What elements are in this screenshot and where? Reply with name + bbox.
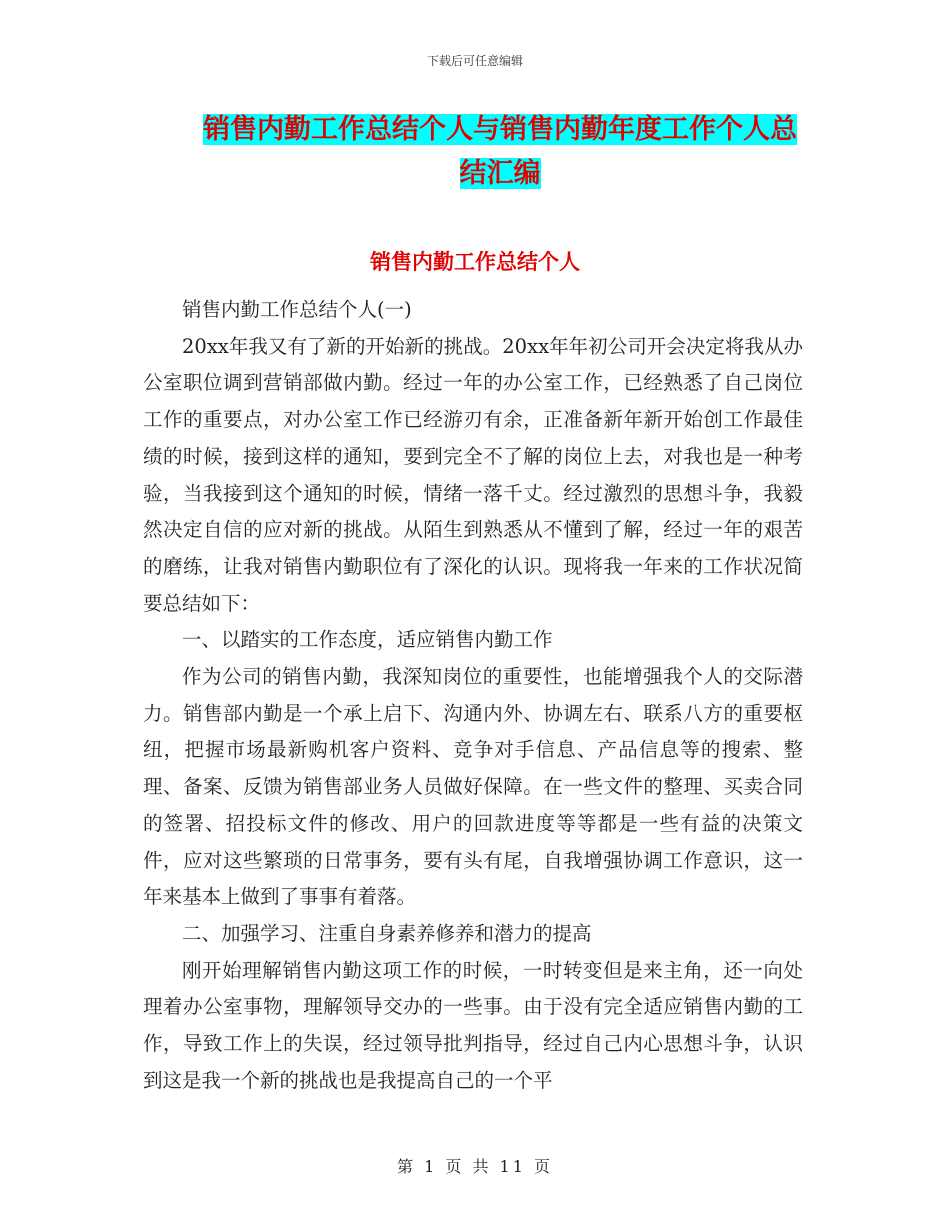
section-subtitle: 销售内勤工作总结个人 [370, 249, 580, 274]
document-body [143, 292, 803, 1099]
paragraph: 销售内勤工作总结个人(一) [182, 298, 412, 321]
page-footer: 第 1 页 共 11 页 [397, 1157, 553, 1176]
document-title-text: 销售内勤工作总结个人与销售内勤年度工作个人总结汇编 [203, 114, 797, 189]
paragraph: 作为公司的销售内勤，我深知岗位的重要性，也能增强我个人的交际潜力。销售部内勤是一个承上启下、沟通内外、协调左右、联系八方的重要枢纽，把握市场最新购机客户资料、竞争对手信息、产品信息等的搜索、整理、备案、反馈为销售部业务人员做好保障。在一些文件的整理、买卖合同的签署、招投标文件的修改、用户的回款进度等等都是一些有益的决策文件，应对这些繁琐的日常事务，要有头有尾，自我增强协调工作意识，这一年来基本上做到了事事有着落。 [143, 665, 803, 909]
paragraph: 一、以踏实的工作态度，适应销售内勤工作 [182, 628, 553, 652]
document-title [190, 108, 810, 196]
header-note: 下载后可任意编辑 [426, 54, 523, 68]
paragraph: 刚开始理解销售内勤这项工作的时候，一时转变但是来主角，还一向处理着办公室事物，理解领导交办的一些事。由于没有完全适应销售内勤的工作，导致工作上的失误，经过领导批判指导，经过自己内心思想斗争，认识到这是我一个新的挑战也是我提高自己的一个平 [143, 958, 803, 1092]
paragraph: 二、加强学习、注重自身素养修养和潜力的提高 [182, 921, 592, 945]
paragraph: 20xx年我又有了新的开始新的挑战。20xx年年初公司开会决定将我从办公室职位调到营销部做内勤。经过一年的办公室工作，已经熟悉了自己岗位工作的重要点，对办公室工作已经游刃有余，正准备新年新开始创工作最佳绩的时候，接到这样的通知，要到完全不了解的岗位上去，对我也是一种考验，当我接到这个通知的时候，情绪一落千丈。经过激烈的思想斗争，我毅然决定自信的应对新的挑战。从陌生到熟悉从不懂到了解，经过一年的艰苦的磨练，让我对销售内勤职位有了深化的认识。现将我一年来的工作状况简要总结如下： [143, 334, 803, 615]
